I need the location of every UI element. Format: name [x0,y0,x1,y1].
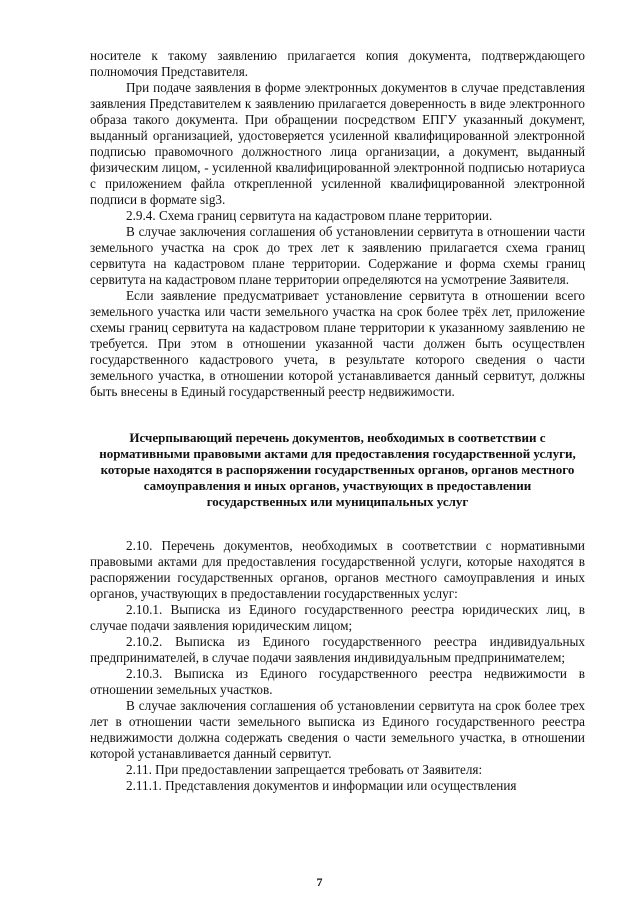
paragraph: В случае заключения соглашения об установлении сервитута на срок более трех лет в отношении части земельного выписка из Единого государственного реестра недвижимости должна содержать сведения о части земельного участка, в отношении которой устанавливается данный сервитут. [90,698,585,761]
paragraph: В случае заключения соглашения об установлении сервитута в отношении части земельного участка на срок до трех лет к заявлению прилагается схема границ сервитута на кадастровом плане территории. Содержание и форма схемы границ сервитута на кадастровом плане территории определяются на усмотрение Заявителя. [90,224,585,287]
section-heading: Исчерпывающий перечень документов, необходимых в соответствии с нормативными правовыми актами для предоставления государственной услуги, которые находятся в распоряжении государственных органов, органов местного самоуправления и иных органов, участвующих в предоставлении государственных или муниципальных услуг [99,430,576,509]
section-2-10-1: 2.10.1. Выписка из Единого государственного реестра юридических лиц, в случае подачи заявления юридическим лицом; [90,602,585,633]
document-body [90,48,585,794]
section-2-11-1: 2.11.1. Представления документов и информации или осуществления [126,778,517,793]
section-2-10: 2.10. Перечень документов, необходимых в соответствии с нормативными правовыми актами для предоставления государственной услуги, которые находятся в распоряжении государственных органов, органов местного самоуправления и иных органов, участвующих в предоставлении государственных услуг: [90,538,585,601]
section-2-11: 2.11. При предоставлении запрещается требовать от Заявителя: [126,762,483,777]
paragraph: При подаче заявления в форме электронных документов в случае представления заявления Представителем к заявлению прилагается доверенность в виде электронного образа такого документа. При обращении посредством ЕПГУ указанный документ, выданный организацией, удостоверяется усиленной квалифицированной электронной подписью правомочного должностного лица организации, а документ, выданный физическим лицом, - усиленной квалифицированной электронной подписью нотариуса с приложением файла открепленной усиленной квалифицированной электронной подписи в формате sig3. [90,80,585,207]
section-2-10-2: 2.10.2. Выписка из Единого государственного реестра индивидуальных предпринимателей, в случае подачи заявления индивидуальным предпринимателем; [90,634,585,665]
paragraph: Если заявление предусматривает установление сервитута в отношении всего земельного участка или части земельного участка на срок более трёх лет, приложение схемы границ сервитута на кадастровом плане территории к указанному заявлению не требуется. При этом в отношении указанной части должен быть осуществлен государственного кадастрового учета, в результате которого сведения о части земельного участка, в отношении которой устанавливается данный сервитут, должны быть внесены в Единый государственный реестр недвижимости. [90,288,585,399]
section-2-9-4: 2.9.4. Схема границ сервитута на кадастровом плане территории. [126,208,493,223]
section-2-10-3: 2.10.3. Выписка из Единого государственного реестра недвижимости в отношении земельных участков. [90,666,585,697]
page-number: 7 [316,875,323,889]
paragraph: носителе к такому заявлению прилагается копия документа, подтверждающего полномочия Представителя. [90,48,585,79]
